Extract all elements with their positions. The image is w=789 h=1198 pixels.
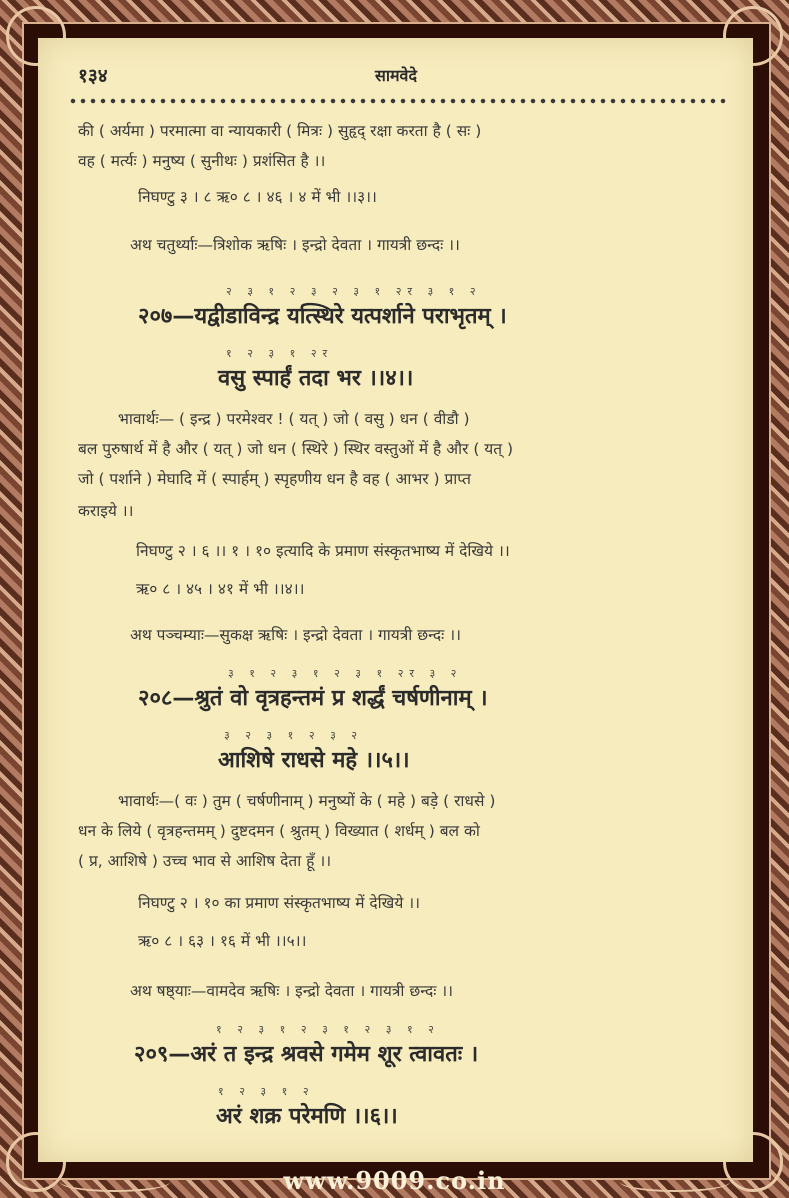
website-footer: www.9009.co.in (283, 1166, 506, 1195)
mantra-line: २०९—अरं त इन्द्र श्रवसे गमेम शूर त्वावतः । (134, 1042, 479, 1067)
text-line: निघण्टु २ । १० का प्रमाण संस्कृतभाष्य में देखिये ।। (138, 894, 420, 912)
page-number: १३४ (78, 65, 108, 87)
header-divider (68, 96, 728, 106)
section-heading: अथ चतुर्थ्याः—त्रिशोक ऋषिः । इन्द्रो देवता । गायत्री छन्दः ।। (130, 236, 460, 254)
text-line: वह ( मर्त्यः ) मनुष्य ( सुनीथः ) प्रशंसित है ।। (78, 152, 326, 170)
text-line: ऋ० ८ । ६३ । १६ में भी ।।५।। (138, 932, 307, 950)
accent-marks: १ २ ३ १ २ (218, 1085, 315, 1098)
text-line: ( प्र, आशिषे ) उच्च भाव से आशिष देता हूँ ।। (78, 852, 332, 870)
text-line: भावार्थः— ( इन्द्र ) परमेश्वर ! ( यत् ) जो ( वसु ) धन ( वीडौ ) (118, 410, 470, 428)
text-line: निघण्टु ३ । ८ ऋ० ८ । ४६ । ४ में भी ।।३।। (138, 188, 377, 206)
text-line: की ( अर्यमा ) परमात्मा वा न्यायकारी ( मित्रः ) सुहृद् रक्षा करता है ( सः ) (78, 122, 482, 140)
mantra-line: २०७—यद्वीडाविन्द्र यत्स्थिरे यत्पर्शाने पराभृतम् । (138, 304, 507, 329)
mantra-line: वसु स्पार्हं तदा भर ।।४।। (218, 366, 414, 391)
mantra-line: अरं शक्र परेमणि ।।६।। (216, 1104, 398, 1129)
accent-marks: १ २ ३ १ २र (226, 347, 334, 360)
mantra-line: २०८—श्रुतं वो वृत्रहन्तमं प्र शर्द्धं चर्षणीनाम् । (138, 686, 488, 711)
accent-marks: १ २ ३ १ २ ३ १ २ ३ १ २ (216, 1023, 440, 1036)
section-heading: अथ षष्ठ्याः—वामदेव ऋषिः । इन्द्रो देवता । गायत्री छन्दः ।। (130, 982, 454, 1000)
text-line: बल पुरुषार्थ में है और ( यत् ) जो धन ( स्थिरे ) स्थिर वस्तुओं में है और ( यत् ) (78, 440, 514, 458)
section-heading: अथ पञ्चम्याः—सुकक्ष ऋषिः । इन्द्रो देवता । गायत्री छन्दः ।। (130, 626, 461, 644)
text-line: निघण्टु २ । ६ ।। १ । १० इत्यादि के प्रमाण संस्कृतभाष्य में देखिये ।। (136, 542, 510, 560)
accent-marks: २ ३ १ २ ३ २ ३ १ २र ३ १ २ (226, 285, 482, 298)
accent-marks: ३ १ २ ३ १ २ ३ १ २र ३ २ (228, 667, 463, 680)
text-line: जो ( पर्शाने ) मेघादि में ( स्पार्हम् ) स्पृहणीय धन है वह ( आभर ) प्राप्त (78, 470, 471, 488)
text-line: धन के लिये ( वृत्रहन्तमम् ) दुष्टदमन ( श्रुतम् ) विख्यात ( शर्धम् ) बल को (78, 822, 480, 840)
text-line: कराइये ।। (78, 502, 134, 520)
accent-marks: ३ २ ३ १ २ ३ २ (224, 729, 364, 742)
mantra-line: आशिषे राधसे महे ।।५।। (218, 748, 410, 773)
book-page (38, 38, 753, 1162)
page-title: सामवेदे (375, 66, 417, 85)
page-header (78, 62, 714, 90)
text-line: भावार्थः—( वः ) तुम ( चर्षणीनाम् ) मनुष्यों के ( महे ) बड़े ( राधसे ) (118, 792, 496, 810)
text-line: ऋ० ८ । ४५ । ४१ में भी ।।४।। (136, 580, 305, 598)
